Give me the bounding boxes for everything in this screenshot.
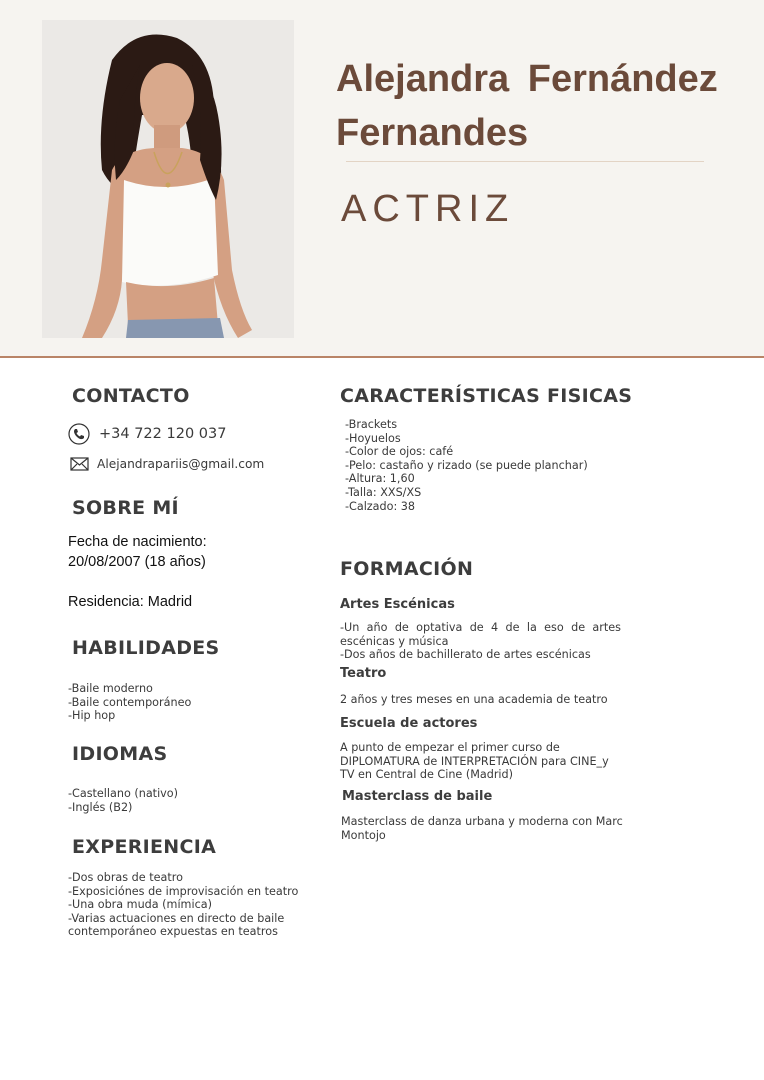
list-item: -Altura: 1,60: [345, 472, 415, 486]
header-divider: [346, 161, 704, 162]
education-block-title: Masterclass de baile: [342, 789, 493, 804]
contact-email-row: [70, 456, 264, 472]
list-item: -Un año de optativa de 4 de la eso de artes escénicas y música: [340, 621, 621, 648]
list-item: -Pelo: castaño y rizado (se puede planchar): [345, 458, 588, 472]
list-item: -Hip hop: [68, 709, 116, 723]
list-item: -Inglés (B2): [68, 800, 133, 814]
list-item: A punto de empezar el primer curso de: [340, 741, 560, 754]
list-item: -Varias actuaciones en directo de baile: [68, 911, 285, 925]
birth-label: Fecha de nacimiento:: [68, 534, 207, 550]
list-item: -Hoyuelos: [345, 431, 401, 445]
languages-title: IDIOMAS: [72, 743, 168, 765]
physical-title: CARACTERÍSTICAS FISICAS: [340, 385, 633, 407]
name-line-2: Fernandes: [336, 112, 529, 154]
name-line-1: Alejandra Fernández: [336, 58, 718, 100]
education-block-text: [341, 815, 623, 842]
role-title: ACTRIZ: [341, 188, 515, 230]
education-title: FORMACIÓN: [340, 558, 474, 580]
email-address: Alejandrapariis@gmail.com: [97, 457, 265, 471]
list-item: -Baile contemporáneo: [68, 695, 192, 709]
residence: Residencia: Madrid: [68, 594, 193, 610]
list-item: -Calzado: 38: [345, 499, 416, 513]
experience-title: EXPERIENCIA: [72, 836, 217, 858]
list-item: 2 años y tres meses en una academia de teatro: [340, 693, 608, 706]
experience-list: [68, 871, 298, 939]
phone-icon: [68, 423, 90, 445]
list-item: -Una obra muda (mímica): [68, 898, 212, 912]
languages-list: [68, 787, 178, 814]
list-item: Masterclass de danza urbana y moderna con Marc: [341, 815, 623, 828]
about-title: SOBRE MÍ: [72, 497, 179, 519]
list-item: -Talla: XXS/XS: [345, 485, 422, 499]
education-block-title: Teatro: [340, 666, 387, 681]
list-item: -Exposiciónes de improvisación en teatro: [68, 884, 299, 898]
contact-phone-row: [68, 423, 226, 445]
education-block-title: Artes Escénicas: [340, 597, 455, 612]
phone-number: +34 722 120 037: [99, 426, 227, 442]
envelope-icon: [70, 456, 90, 472]
list-item: TV en Central de Cine (Madrid): [340, 768, 514, 782]
list-item: -Brackets: [345, 418, 398, 431]
birth-value: 20/08/2007 (18 años): [68, 554, 206, 570]
list-item: -Dos años de bachillerato de artes escénicas: [340, 648, 591, 662]
education-block-text: [340, 693, 608, 707]
contact-title: CONTACTO: [72, 385, 190, 407]
profile-photo: [42, 20, 294, 338]
list-item: -Castellano (nativo): [68, 787, 179, 800]
full-name: [336, 52, 736, 160]
header-band: [0, 0, 764, 358]
list-item: DIPLOMATURA de INTERPRETACIÓN para CINE_y: [340, 754, 609, 768]
education-block-text: [340, 621, 621, 662]
list-item: -Baile moderno: [68, 682, 153, 695]
list-item: -Dos obras de teatro: [68, 871, 183, 884]
education-block-text: [340, 741, 609, 782]
list-item: contemporáneo expuestas en teatros: [68, 925, 278, 939]
skills-list: [68, 682, 191, 723]
education-block-title: Escuela de actores: [340, 716, 478, 731]
physical-list: [345, 418, 592, 513]
list-item: Montojo: [341, 828, 386, 842]
skills-title: HABILIDADES: [72, 637, 220, 659]
list-item: -Color de ojos: café: [345, 445, 454, 459]
